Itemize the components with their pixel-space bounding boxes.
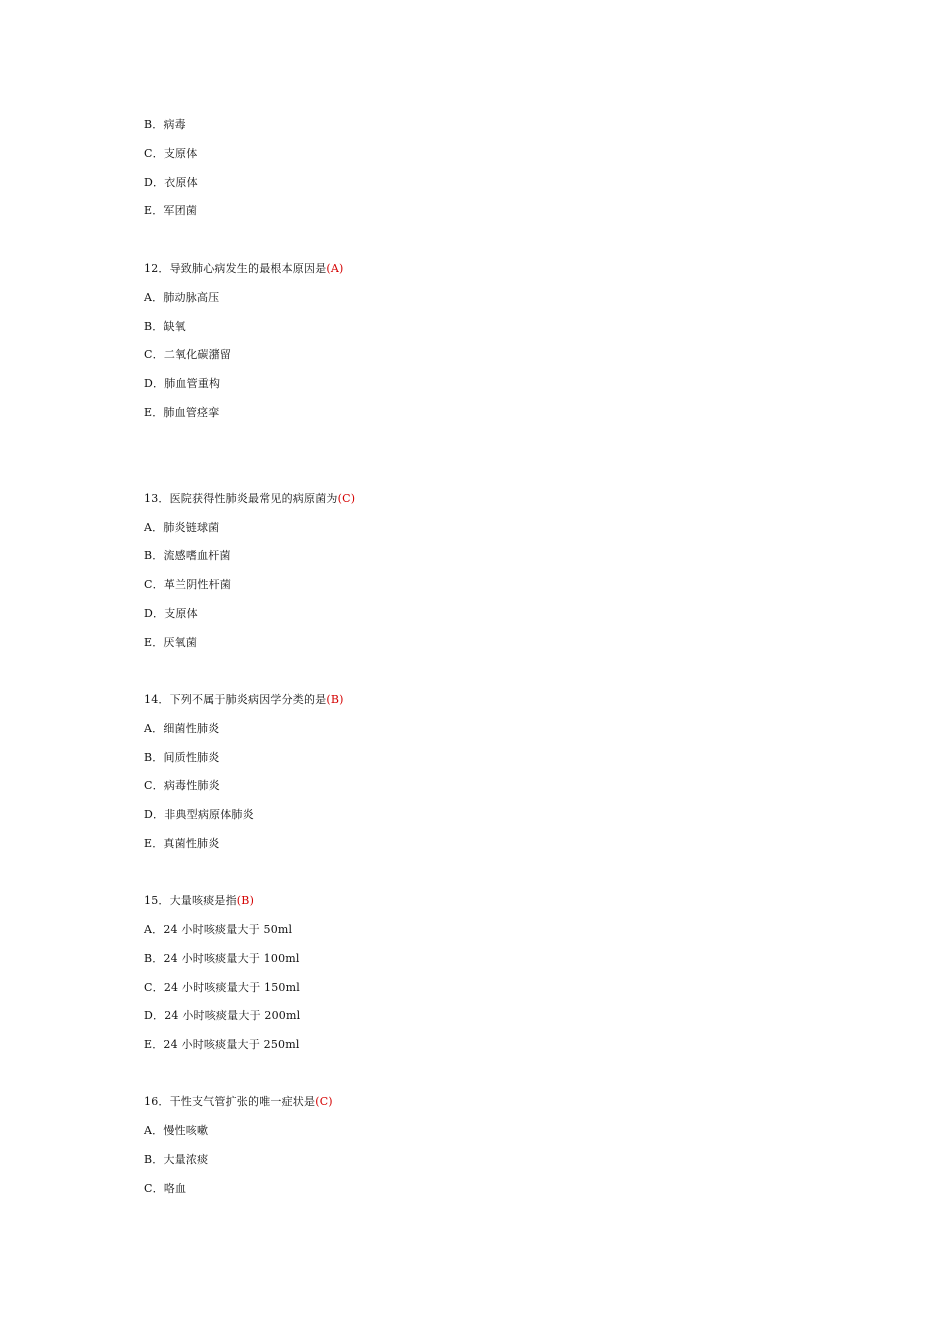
q13-option-b: B．流感嗜血杆菌	[144, 549, 231, 562]
q13-option-d: D．支原体	[144, 607, 198, 620]
q14-stem-text: 14．下列不属于肺炎病因学分类的是	[144, 693, 327, 706]
q12-option-c: C．二氧化碳潴留	[144, 348, 232, 361]
q13-stem-text: 13．医院获得性肺炎最常见的病原菌为	[144, 492, 338, 505]
q12-option-d: D．肺血管重构	[144, 377, 221, 390]
q13-answer: (C)	[337, 492, 356, 505]
q15-option-d: D．24 小时咳痰量大于 200ml	[144, 1009, 301, 1022]
q16-option-c: C．咯血	[144, 1182, 187, 1195]
q14-answer: (B)	[326, 693, 344, 706]
q12-stem	[144, 262, 344, 276]
q11-option-c: C．支原体	[144, 147, 198, 160]
q15-option-b: B．24 小时咳痰量大于 100ml	[144, 952, 300, 965]
q15-answer: (B)	[236, 894, 255, 907]
q14-option-a: A．细菌性肺炎	[144, 722, 220, 735]
q11-option-d: D．衣原体	[144, 176, 198, 189]
q13-option-e: E．厌氧菌	[144, 636, 198, 649]
q14-stem	[144, 693, 344, 707]
q16-answer: (C)	[315, 1095, 333, 1108]
q15-option-a: A．24 小时咳痰量大于 50ml	[144, 923, 293, 936]
q14-option-e: E．真菌性肺炎	[144, 837, 220, 850]
q13-stem	[144, 492, 355, 506]
q12-option-b: B．缺氧	[144, 320, 186, 333]
q16-option-a: A．慢性咳嗽	[144, 1124, 209, 1137]
q11-option-e: E．军团菌	[144, 204, 198, 217]
q15-option-e: E．24 小时咳痰量大于 250ml	[144, 1038, 300, 1051]
q16-option-b: B．大量浓痰	[144, 1153, 209, 1166]
q14-option-d: D．非典型病原体肺炎	[144, 808, 254, 821]
q14-option-c: C．病毒性肺炎	[144, 779, 220, 792]
q16-stem	[144, 1095, 333, 1109]
q12-answer: (A)	[326, 262, 344, 275]
q12-option-e: E．肺血管痉挛	[144, 406, 220, 419]
q15-option-c: C．24 小时咳痰量大于 150ml	[144, 981, 300, 994]
q13-option-c: C．革兰阴性杆菌	[144, 578, 232, 591]
q12-stem-text: 12．导致肺心病发生的最根本原因是	[144, 262, 327, 275]
q13-option-a: A．肺炎链球菌	[144, 521, 220, 534]
q15-stem	[144, 894, 254, 908]
q14-option-b: B．间质性肺炎	[144, 751, 220, 764]
q15-stem-text: 15．大量咳痰是指	[144, 894, 237, 907]
q12-option-a: A．肺动脉高压	[144, 291, 220, 304]
q11-option-b: B．病毒	[144, 118, 186, 131]
q16-stem-text: 16．干性支气管扩张的唯一症状是	[144, 1095, 316, 1108]
